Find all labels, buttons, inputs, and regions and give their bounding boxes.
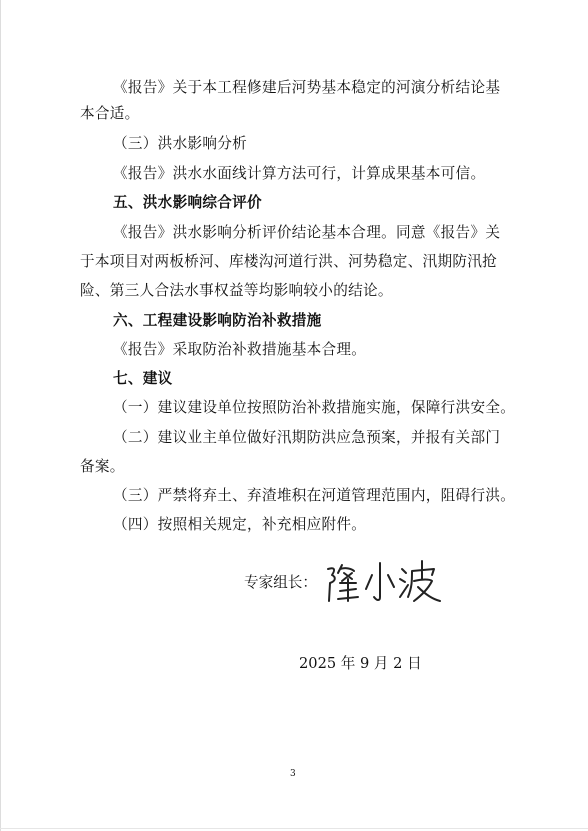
paragraph-line: 《报告》洪水影响分析评价结论基本合理。同意《报告》关 [113, 224, 501, 241]
handwritten-signature [322, 557, 442, 607]
section-heading: 七、建议 [113, 370, 173, 387]
document-date: 2025 年 9 月 2 日 [299, 655, 422, 672]
paragraph-line: 备案。 [80, 458, 125, 475]
paragraph-line: 本合适。 [80, 105, 140, 122]
subheading: （三）洪水影响分析 [113, 135, 248, 152]
paragraph-line: 《报告》洪水水面线计算方法可行，计算成果基本可信。 [113, 165, 486, 182]
signature-label: 专家组长： [244, 574, 317, 591]
page-left-edge [0, 0, 1, 831]
recommendation-item: （三）严禁将弃土、弃渣堆积在河道管理范围内，阻碍行洪。 [113, 487, 516, 504]
recommendation-item: （四）按照相关规定，补充相应附件。 [113, 516, 367, 533]
paragraph-line: 险、第三人合法水事权益等均影响较小的结论。 [80, 282, 393, 299]
recommendation-item: （二）建议业主单位做好汛期防洪应急预案，并报有关部门 [113, 429, 501, 446]
section-heading: 五、洪水影响综合评价 [113, 194, 262, 211]
paragraph-line: 于本项目对两板桥河、库楼沟河道行洪、河势稳定、汛期防汛抢 [80, 253, 498, 270]
paragraph-line: 《报告》采取防治补救措施基本合理。 [113, 341, 367, 358]
page-number: 3 [290, 769, 296, 779]
page-bottom-edge [0, 828, 588, 829]
section-heading: 六、工程建设影响防治补救措施 [113, 312, 322, 329]
recommendation-item: （一）建议建设单位按照防治补救措施实施，保障行洪安全。 [113, 399, 516, 416]
paragraph-line: 《报告》关于本工程修建后河势基本稳定的河演分析结论基 [113, 79, 501, 96]
